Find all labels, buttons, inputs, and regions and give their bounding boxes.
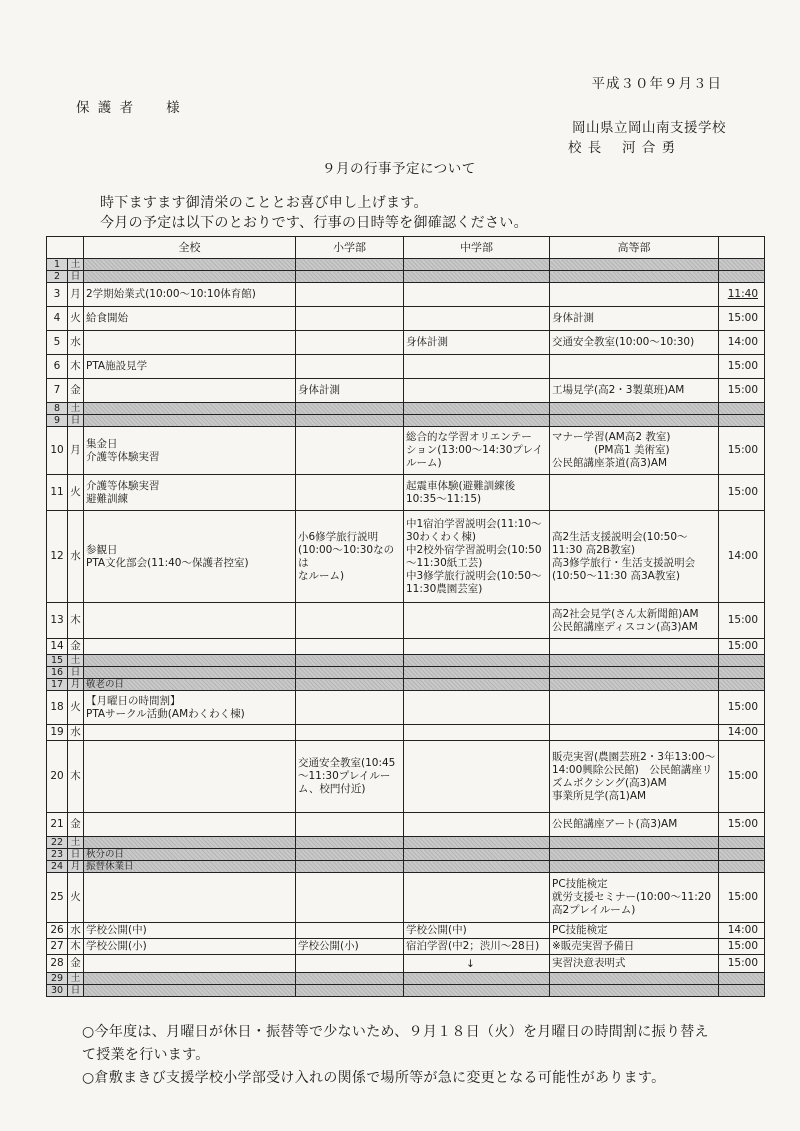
weekday-cell: 水	[68, 725, 84, 741]
junior-high-cell	[404, 379, 550, 403]
elementary-cell	[296, 873, 404, 923]
table-row	[47, 355, 765, 379]
weekday-cell: 日	[68, 849, 84, 861]
junior-high-cell	[404, 985, 550, 997]
table-row	[47, 955, 765, 973]
note-line-2: て授業を行います。	[82, 1047, 210, 1063]
high-school-cell: 販売実習(農園芸班2・3年13:00～ 14:00興除公民館) 公民館講座リ ズムボクシング(高3)AM 事業所見学(高1)AM	[550, 741, 719, 813]
high-school-cell: 公民館講座アート(高3)AM	[550, 813, 719, 837]
date-cell: 25	[47, 873, 68, 923]
high-school-cell	[550, 475, 719, 511]
junior-high-cell	[404, 283, 550, 307]
junior-high-cell	[404, 873, 550, 923]
dismissal-time-cell: 15:00	[719, 427, 765, 475]
junior-high-cell: 中1宿泊学習説明会(11:10～ 30わくわく棟) 中2校外宿学習説明会(10:50 ～11:30紙工芸) 中3修学旅行説明会(10:50～ 11:30農園芸室)	[404, 511, 550, 603]
high-school-cell	[550, 973, 719, 985]
high-school-cell	[550, 271, 719, 283]
elementary-cell	[296, 849, 404, 861]
date-cell: 17	[47, 679, 68, 691]
high-school-cell: PC技能検定	[550, 923, 719, 939]
high-school-cell	[550, 725, 719, 741]
high-school-cell	[550, 655, 719, 667]
all-school-cell	[84, 331, 296, 355]
header-all-school: 全校	[84, 237, 296, 259]
weekday-cell: 金	[68, 639, 84, 655]
schedule-table	[46, 236, 765, 997]
date-cell: 8	[47, 403, 68, 415]
all-school-cell	[84, 667, 296, 679]
high-school-cell: PC技能検定 就労支援セミナー(10:00～11:20 高2プレイルーム)	[550, 873, 719, 923]
weekday-cell: 火	[68, 307, 84, 331]
elementary-cell	[296, 861, 404, 873]
table-row	[47, 283, 765, 307]
all-school-cell	[84, 415, 296, 427]
elementary-cell	[296, 475, 404, 511]
all-school-cell: 【月曜日の時間割】 PTAサークル活動(AMわくわく棟)	[84, 691, 296, 725]
junior-high-cell: 総合的な学習オリエンテー ション(13:00～14:30プレイ ルーム)	[404, 427, 550, 475]
date-cell: 19	[47, 725, 68, 741]
note-line-1: ○今年度は、月曜日が休日・振替等で少ないため、９月１８日（火）を月曜日の時間割に振り替え	[82, 1024, 709, 1040]
weekday-cell: 木	[68, 741, 84, 813]
elementary-cell	[296, 283, 404, 307]
dismissal-time-cell: 14:00	[719, 725, 765, 741]
elementary-cell	[296, 403, 404, 415]
all-school-cell	[84, 873, 296, 923]
table-row	[47, 923, 765, 939]
weekday-cell: 土	[68, 973, 84, 985]
all-school-cell: 集金日 介護等体験実習	[84, 427, 296, 475]
date-cell: 23	[47, 849, 68, 861]
high-school-cell	[550, 837, 719, 849]
recipient-line: 保 護 者 様	[76, 100, 182, 116]
junior-high-cell	[404, 973, 550, 985]
high-school-cell	[550, 985, 719, 997]
junior-high-cell	[404, 403, 550, 415]
weekday-cell: 木	[68, 355, 84, 379]
all-school-cell: 2学期始業式(10:00～10:10体育館)	[84, 283, 296, 307]
table-row	[47, 307, 765, 331]
dismissal-time-cell	[719, 985, 765, 997]
date-cell: 27	[47, 939, 68, 955]
date-cell: 14	[47, 639, 68, 655]
elementary-cell	[296, 985, 404, 997]
table-row	[47, 639, 765, 655]
date-cell: 2	[47, 271, 68, 283]
elementary-cell	[296, 667, 404, 679]
dismissal-time-cell: 14:00	[719, 923, 765, 939]
elementary-cell	[296, 639, 404, 655]
weekday-cell: 土	[68, 403, 84, 415]
elementary-cell	[296, 923, 404, 939]
high-school-cell	[550, 691, 719, 725]
junior-high-cell	[404, 603, 550, 639]
junior-high-cell	[404, 837, 550, 849]
table-row	[47, 837, 765, 849]
weekday-cell: 金	[68, 379, 84, 403]
dismissal-time-cell	[719, 861, 765, 873]
junior-high-cell	[404, 725, 550, 741]
table-row	[47, 655, 765, 667]
junior-high-cell	[404, 679, 550, 691]
table-row	[47, 985, 765, 997]
all-school-cell: 給食開始	[84, 307, 296, 331]
weekday-cell: 水	[68, 923, 84, 939]
date-cell: 1	[47, 259, 68, 271]
date-cell: 16	[47, 667, 68, 679]
date-cell: 7	[47, 379, 68, 403]
weekday-cell: 金	[68, 813, 84, 837]
weekday-cell: 火	[68, 475, 84, 511]
weekday-cell: 月	[68, 861, 84, 873]
all-school-cell: 介護等体験実習 避難訓練	[84, 475, 296, 511]
elementary-cell: 小6修学旅行説明 (10:00～10:30なのは なルーム)	[296, 511, 404, 603]
all-school-cell	[84, 259, 296, 271]
all-school-cell	[84, 837, 296, 849]
header-time	[719, 237, 765, 259]
dismissal-time-cell: 11:40	[719, 283, 765, 307]
date-cell: 9	[47, 415, 68, 427]
junior-high-cell	[404, 639, 550, 655]
all-school-cell	[84, 603, 296, 639]
elementary-cell	[296, 427, 404, 475]
elementary-cell	[296, 603, 404, 639]
note-line-3: ○倉敷まきび支援学校小学部受け入れの関係で場所等が急に変更となる可能性があります。	[82, 1070, 666, 1086]
weekday-cell: 月	[68, 679, 84, 691]
weekday-cell: 木	[68, 603, 84, 639]
dismissal-time-cell: 15:00	[719, 355, 765, 379]
dismissal-time-cell: 14:00	[719, 331, 765, 355]
elementary-cell: 学校公開(小)	[296, 939, 404, 955]
elementary-cell	[296, 355, 404, 379]
weekday-cell: 日	[68, 667, 84, 679]
table-row	[47, 603, 765, 639]
high-school-cell	[550, 861, 719, 873]
junior-high-cell	[404, 271, 550, 283]
table-row	[47, 973, 765, 985]
junior-high-cell	[404, 861, 550, 873]
table-row	[47, 259, 765, 271]
junior-high-cell	[404, 741, 550, 813]
weekday-cell: 月	[68, 283, 84, 307]
junior-high-cell: 身体計測	[404, 331, 550, 355]
all-school-cell	[84, 955, 296, 973]
weekday-cell: 日	[68, 985, 84, 997]
high-school-cell	[550, 403, 719, 415]
high-school-cell: マナー学習(AM高2 教室) (PM高1 美術室) 公民館講座茶道(高3)AM	[550, 427, 719, 475]
high-school-cell: 高2社会見学(さん太新聞館)AM 公民館講座ディスコン(高3)AM	[550, 603, 719, 639]
all-school-cell	[84, 639, 296, 655]
table-row	[47, 861, 765, 873]
date-cell: 24	[47, 861, 68, 873]
table-row	[47, 873, 765, 923]
table-row	[47, 379, 765, 403]
table-row	[47, 741, 765, 813]
date-cell: 22	[47, 837, 68, 849]
date-cell: 13	[47, 603, 68, 639]
date-cell: 29	[47, 973, 68, 985]
high-school-cell: 実習決意表明式	[550, 955, 719, 973]
all-school-cell	[84, 973, 296, 985]
table-header-row	[47, 237, 765, 259]
all-school-cell: 秋分の日	[84, 849, 296, 861]
all-school-cell: PTA施設見学	[84, 355, 296, 379]
table-row	[47, 667, 765, 679]
all-school-cell	[84, 271, 296, 283]
elementary-cell: 交通安全教室(10:45 ～11:30プレイルー ム、校門付近)	[296, 741, 404, 813]
dismissal-time-cell	[719, 837, 765, 849]
high-school-cell: 身体計測	[550, 307, 719, 331]
dismissal-time-cell: 15:00	[719, 307, 765, 331]
high-school-cell: 工場見学(高2・3製菓班)AM	[550, 379, 719, 403]
all-school-cell	[84, 985, 296, 997]
dismissal-time-cell: 15:00	[719, 379, 765, 403]
junior-high-cell	[404, 259, 550, 271]
all-school-cell	[84, 813, 296, 837]
high-school-cell	[550, 667, 719, 679]
junior-high-cell	[404, 355, 550, 379]
high-school-cell: 交通安全教室(10:00～10:30)	[550, 331, 719, 355]
junior-high-cell	[404, 849, 550, 861]
dismissal-time-cell	[719, 849, 765, 861]
weekday-cell: 火	[68, 873, 84, 923]
high-school-cell: ※販売実習予備日	[550, 939, 719, 955]
all-school-cell: 振替休業日	[84, 861, 296, 873]
table-row	[47, 679, 765, 691]
date-cell: 26	[47, 923, 68, 939]
dismissal-time-cell: 15:00	[719, 939, 765, 955]
dismissal-time-cell: 15:00	[719, 691, 765, 725]
header-junior-high: 中学部	[404, 237, 550, 259]
table-row	[47, 511, 765, 603]
date-cell: 3	[47, 283, 68, 307]
elementary-cell	[296, 655, 404, 667]
dismissal-time-cell: 14:00	[719, 511, 765, 603]
dismissal-time-cell	[719, 415, 765, 427]
dismissal-time-cell	[719, 259, 765, 271]
elementary-cell	[296, 259, 404, 271]
header-elementary: 小学部	[296, 237, 404, 259]
date-cell: 15	[47, 655, 68, 667]
principal-name: 校 長 河 合 勇	[568, 140, 677, 156]
greeting-line-1: 時下ますます御清栄のこととお喜び申し上げます。	[100, 195, 428, 211]
weekday-cell: 土	[68, 655, 84, 667]
weekday-cell: 日	[68, 415, 84, 427]
junior-high-cell	[404, 655, 550, 667]
date-cell: 12	[47, 511, 68, 603]
table-row	[47, 427, 765, 475]
elementary-cell	[296, 813, 404, 837]
table-row	[47, 403, 765, 415]
weekday-cell: 木	[68, 939, 84, 955]
high-school-cell	[550, 679, 719, 691]
elementary-cell	[296, 271, 404, 283]
junior-high-cell: 学校公開(中)	[404, 923, 550, 939]
junior-high-cell: 宿泊学習(中2；渋川～28日)	[404, 939, 550, 955]
table-row	[47, 849, 765, 861]
high-school-cell	[550, 355, 719, 379]
elementary-cell	[296, 679, 404, 691]
all-school-cell: 敬老の日	[84, 679, 296, 691]
elementary-cell	[296, 973, 404, 985]
elementary-cell	[296, 307, 404, 331]
junior-high-cell	[404, 813, 550, 837]
high-school-cell	[550, 259, 719, 271]
date-cell: 5	[47, 331, 68, 355]
dismissal-time-cell: 15:00	[719, 955, 765, 973]
dismissal-time-cell	[719, 667, 765, 679]
junior-high-cell	[404, 691, 550, 725]
date-cell: 21	[47, 813, 68, 837]
dismissal-time-cell: 15:00	[719, 813, 765, 837]
weekday-cell: 月	[68, 427, 84, 475]
weekday-cell: 水	[68, 331, 84, 355]
all-school-cell: 参観日 PTA文化部会(11:40～保護者控室)	[84, 511, 296, 603]
table-row	[47, 725, 765, 741]
high-school-cell	[550, 283, 719, 307]
table-row	[47, 691, 765, 725]
high-school-cell	[550, 849, 719, 861]
date-cell: 10	[47, 427, 68, 475]
schedule-body	[47, 259, 765, 997]
greeting-line-2: 今月の予定は以下のとおりです、行事の日時等を御確認ください。	[100, 215, 528, 231]
all-school-cell	[84, 655, 296, 667]
date-cell: 30	[47, 985, 68, 997]
weekday-cell: 火	[68, 691, 84, 725]
all-school-cell	[84, 403, 296, 415]
header-date	[47, 237, 84, 259]
table-row	[47, 415, 765, 427]
dismissal-time-cell	[719, 679, 765, 691]
elementary-cell	[296, 415, 404, 427]
weekday-cell: 土	[68, 837, 84, 849]
weekday-cell: 土	[68, 259, 84, 271]
all-school-cell: 学校公開(小)	[84, 939, 296, 955]
header-high-school: 高等部	[550, 237, 719, 259]
document-title: ９月の行事予定について	[322, 161, 476, 177]
all-school-cell	[84, 379, 296, 403]
high-school-cell	[550, 639, 719, 655]
school-name: 岡山県立岡山南支援学校	[572, 120, 726, 136]
weekday-cell: 水	[68, 511, 84, 603]
junior-high-cell: ↓	[404, 955, 550, 973]
date-cell: 11	[47, 475, 68, 511]
date-cell: 20	[47, 741, 68, 813]
elementary-cell	[296, 837, 404, 849]
dismissal-time-cell	[719, 973, 765, 985]
dismissal-time-cell: 15:00	[719, 741, 765, 813]
all-school-cell: 学校公開(中)	[84, 923, 296, 939]
dismissal-time-cell	[719, 655, 765, 667]
junior-high-cell	[404, 667, 550, 679]
junior-high-cell	[404, 415, 550, 427]
weekday-cell: 日	[68, 271, 84, 283]
table-row	[47, 939, 765, 955]
junior-high-cell: 起震車体験(避難訓練後 10:35～11:15)	[404, 475, 550, 511]
high-school-cell: 高2生活支援説明会(10:50～ 11:30 高2B教室) 高3修学旅行・生活支援説明会 (10:50～11:30 高3A教室)	[550, 511, 719, 603]
date-cell: 6	[47, 355, 68, 379]
elementary-cell	[296, 691, 404, 725]
date-cell: 4	[47, 307, 68, 331]
elementary-cell	[296, 955, 404, 973]
dismissal-time-cell	[719, 271, 765, 283]
all-school-cell	[84, 741, 296, 813]
table-row	[47, 331, 765, 355]
dismissal-time-cell: 15:00	[719, 873, 765, 923]
elementary-cell: 身体計測	[296, 379, 404, 403]
document-date: 平成３０年９月３日	[591, 76, 722, 92]
junior-high-cell	[404, 307, 550, 331]
dismissal-time-cell: 15:00	[719, 639, 765, 655]
table-row	[47, 475, 765, 511]
dismissal-time-cell: 15:00	[719, 603, 765, 639]
dismissal-time-cell	[719, 403, 765, 415]
weekday-cell: 金	[68, 955, 84, 973]
date-cell: 18	[47, 691, 68, 725]
elementary-cell	[296, 331, 404, 355]
all-school-cell	[84, 725, 296, 741]
elementary-cell	[296, 725, 404, 741]
date-cell: 28	[47, 955, 68, 973]
table-row	[47, 271, 765, 283]
dismissal-time-cell: 15:00	[719, 475, 765, 511]
table-row	[47, 813, 765, 837]
high-school-cell	[550, 415, 719, 427]
